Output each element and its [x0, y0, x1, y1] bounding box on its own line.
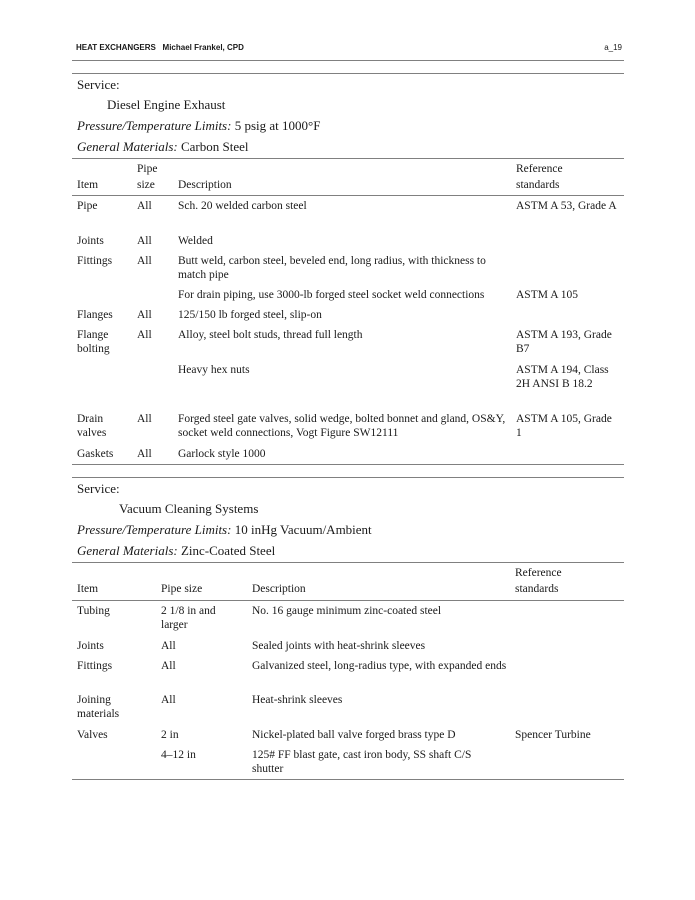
service-label: Service: [77, 77, 120, 92]
cell-item: Gaskets [77, 448, 114, 460]
pt-label: Pressure/Temperature Limits: [77, 522, 232, 537]
cell-item: Joining materials [77, 694, 120, 720]
cell-description: Butt weld, carbon steel, beveled end, long radius, with thickness to match pipe [178, 255, 486, 281]
cell-size: All [137, 309, 152, 321]
cell-description: Nickel-plated ball valve forged brass type D [252, 729, 456, 741]
service-value: Diesel Engine Exhaust [107, 97, 226, 112]
pt-value: 10 inHg Vacuum/Ambient [234, 522, 372, 537]
page-header [76, 43, 622, 57]
column-header-item: Item [77, 179, 99, 191]
column-header-reference: Reference [516, 163, 563, 175]
service-value: Vacuum Cleaning Systems [119, 501, 259, 516]
cell-description: For drain piping, use 3000-lb forged steel socket weld connections [178, 289, 485, 301]
cell-item: Joints [77, 235, 104, 247]
service-label: Service: [77, 481, 120, 496]
cell-description: 125/150 lb forged steel, slip-on [178, 309, 322, 321]
column-header-item: Item [77, 583, 99, 595]
column-header-reference: Reference [515, 567, 562, 579]
cell-size: All [137, 235, 152, 247]
table-header-rule [72, 600, 624, 601]
cell-description: No. 16 gauge minimum zinc-coated steel [252, 605, 442, 617]
pt-value: 5 psig at 1000°F [234, 118, 321, 133]
cell-description: Garlock style 1000 [178, 448, 266, 460]
general-materials-line [77, 543, 275, 559]
column-header-size: size [137, 179, 155, 191]
table-header-rule [72, 195, 624, 196]
cell-description: Alloy, steel bolt studs, thread full length [178, 329, 363, 341]
cell-description: Heavy hex nuts [178, 364, 250, 376]
pressure-temperature-line [77, 522, 372, 538]
cell-item: Flange bolting [77, 329, 110, 355]
section-top-rule [72, 73, 624, 74]
gm-value: Zinc-Coated Steel [180, 543, 276, 558]
cell-item: Drain valves [77, 413, 107, 439]
cell-reference: ASTM A 105 [516, 289, 578, 301]
cell-size: All [161, 640, 176, 652]
header-rule [72, 60, 624, 61]
table-top-rule [72, 158, 624, 159]
page-id: a_19 [604, 43, 622, 52]
cell-size: All [137, 200, 152, 212]
running-title [76, 43, 244, 52]
book-author: Michael Frankel, CPD [162, 43, 244, 52]
gm-label: General Materials: [77, 139, 178, 154]
cell-description: 125# FF blast gate, cast iron body, SS shaft C/S shutter [252, 749, 472, 775]
column-header-description: Description [178, 179, 232, 191]
column-header-standards: standards [516, 179, 560, 191]
cell-reference: ASTM A 194, Class 2H ANSI B 18.2 [516, 364, 609, 390]
cell-description: Welded [178, 235, 213, 247]
cell-item: Fittings [77, 660, 113, 672]
section-top-rule [72, 477, 624, 478]
cell-item: Joints [77, 640, 104, 652]
cell-reference: ASTM A 53, Grade A [516, 200, 617, 212]
cell-item: Tubing [77, 605, 110, 617]
cell-size: All [137, 448, 152, 460]
cell-description: Sealed joints with heat-shrink sleeves [252, 640, 426, 652]
column-header-pipe: Pipe [137, 163, 158, 175]
cell-reference: ASTM A 193, Grade B7 [516, 329, 612, 355]
cell-size: All [137, 329, 152, 341]
cell-item: Valves [77, 729, 108, 741]
cell-size: 2 1/8 in and larger [161, 605, 216, 631]
cell-description: Sch. 20 welded carbon steel [178, 200, 307, 212]
cell-size: All [161, 660, 176, 672]
table-bottom-rule [72, 779, 624, 780]
cell-size: 4–12 in [161, 749, 196, 761]
pt-label: Pressure/Temperature Limits: [77, 118, 232, 133]
column-header-standards: standards [515, 583, 559, 595]
general-materials-line [77, 139, 249, 155]
cell-item: Fittings [77, 255, 113, 267]
table-top-rule [72, 562, 624, 563]
cell-size: All [137, 413, 152, 425]
pressure-temperature-line [77, 118, 320, 134]
table-bottom-rule [72, 464, 624, 465]
cell-item: Flanges [77, 309, 113, 321]
cell-description: Forged steel gate valves, solid wedge, bolted bonnet and gland, OS&Y, socket weld connections, Vogt Figure SW12111 [178, 413, 506, 439]
column-header-pipe-size: Pipe size [161, 583, 203, 595]
gm-label: General Materials: [77, 543, 178, 558]
cell-size: 2 in [161, 729, 179, 741]
cell-description: Heat-shrink sleeves [252, 694, 343, 706]
column-header-description: Description [252, 583, 306, 595]
cell-description: Galvanized steel, long-radius type, with expanded ends [252, 660, 507, 672]
cell-reference: Spencer Turbine [515, 729, 591, 741]
gm-value: Carbon Steel [180, 139, 249, 154]
cell-reference: ASTM A 105, Grade 1 [516, 413, 612, 439]
cell-size: All [161, 694, 176, 706]
cell-item: Pipe [77, 200, 98, 212]
cell-size: All [137, 255, 152, 267]
book-title: HEAT EXCHANGERS [76, 43, 156, 52]
